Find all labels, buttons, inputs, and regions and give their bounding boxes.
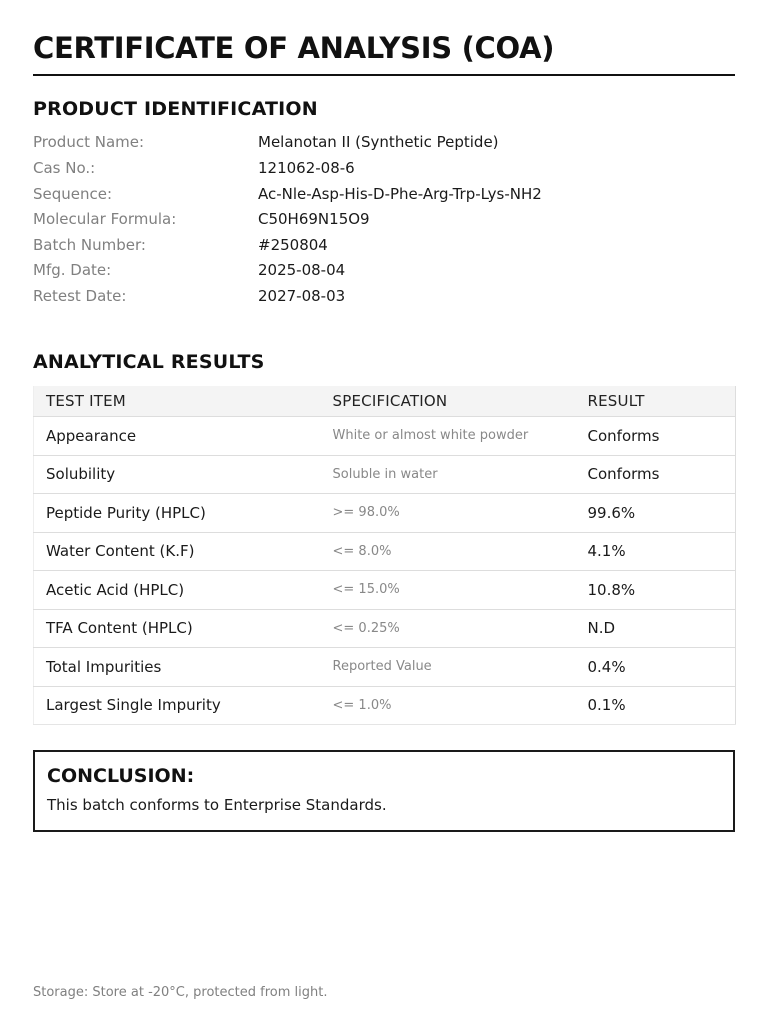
field-value: 2027-08-03 — [258, 287, 346, 305]
cell-specification: <= 1.0% — [321, 686, 576, 725]
table-row — [34, 417, 736, 456]
cell-result: 10.8% — [576, 571, 736, 610]
cell-test-item: Water Content (K.F) — [34, 532, 321, 571]
cell-test-item: Total Impurities — [34, 648, 321, 687]
cell-test-item: Appearance — [34, 417, 321, 456]
conclusion-box — [33, 750, 735, 832]
product-identification-fields — [33, 133, 735, 312]
table-row — [34, 532, 736, 571]
cell-result: 0.1% — [576, 686, 736, 725]
table-row — [34, 609, 736, 648]
product-field-row — [33, 287, 735, 313]
conclusion-heading: CONCLUSION: — [47, 765, 195, 788]
column-header-test-item: TEST ITEM — [34, 386, 321, 417]
cell-specification: White or almost white powder — [321, 417, 576, 456]
document-title: CERTIFICATE OF ANALYSIS (COA) — [33, 31, 555, 65]
product-identification-heading: PRODUCT IDENTIFICATION — [33, 98, 318, 121]
field-label: Molecular Formula: — [33, 210, 177, 229]
cell-result: 0.4% — [576, 648, 736, 687]
results-table-body — [34, 417, 736, 725]
table-row — [34, 686, 736, 725]
field-label: Retest Date: — [33, 287, 127, 305]
product-field-row — [33, 236, 735, 262]
storage-note: Storage: Store at -20°C, protected from light. — [33, 985, 328, 1000]
product-field-row — [33, 261, 735, 287]
product-field-row — [33, 159, 735, 185]
title-divider — [33, 74, 735, 76]
cell-specification: <= 0.25% — [321, 609, 576, 648]
table-row — [34, 455, 736, 494]
cell-test-item: Acetic Acid (HPLC) — [34, 571, 321, 610]
product-field-row — [33, 210, 735, 236]
cell-result: N.D — [576, 609, 736, 648]
cell-specification: <= 15.0% — [321, 571, 576, 610]
header-row — [34, 386, 736, 417]
cell-test-item: Largest Single Impurity — [34, 686, 321, 725]
conclusion-text: This batch conforms to Enterprise Standards. — [47, 796, 387, 815]
cell-test-item: TFA Content (HPLC) — [34, 609, 321, 648]
cell-specification: Soluble in water — [321, 455, 576, 494]
field-label: Batch Number: — [33, 235, 146, 254]
field-label: Mfg. Date: — [33, 261, 112, 280]
cell-specification: Reported Value — [321, 648, 576, 687]
column-header-result: RESULT — [576, 386, 736, 417]
cell-result: 99.6% — [576, 494, 736, 533]
field-label: Sequence: — [33, 184, 113, 203]
field-value: 121062-08-6 — [258, 159, 355, 178]
field-value: C50H69N15O9 — [258, 210, 370, 229]
cell-specification: <= 8.0% — [321, 532, 576, 571]
field-value: Melanotan II (Synthetic Peptide) — [258, 133, 499, 152]
cell-result: Conforms — [576, 455, 736, 494]
cell-test-item: Peptide Purity (HPLC) — [34, 494, 321, 533]
field-value: #250804 — [258, 235, 328, 254]
cell-result: 4.1% — [576, 532, 736, 571]
table-row — [34, 494, 736, 533]
analytical-results-section — [33, 351, 735, 726]
product-identification-section — [33, 98, 735, 312]
product-field-row — [33, 185, 735, 211]
table-row — [34, 571, 736, 610]
field-label: Product Name: — [33, 133, 145, 152]
results-table-header — [34, 386, 736, 417]
cell-specification: >= 98.0% — [321, 494, 576, 533]
column-header-specification: SPECIFICATION — [321, 386, 576, 417]
product-field-row — [33, 133, 735, 159]
analytical-results-table — [33, 386, 736, 726]
cell-result: Conforms — [576, 417, 736, 456]
field-value: Ac-Nle-Asp-His-D-Phe-Arg-Trp-Lys-NH2 — [258, 184, 542, 203]
table-row — [34, 648, 736, 687]
field-label: Cas No.: — [33, 159, 96, 178]
analytical-results-heading: ANALYTICAL RESULTS — [33, 350, 265, 373]
field-value: 2025-08-04 — [258, 261, 346, 280]
cell-test-item: Solubility — [34, 455, 321, 494]
